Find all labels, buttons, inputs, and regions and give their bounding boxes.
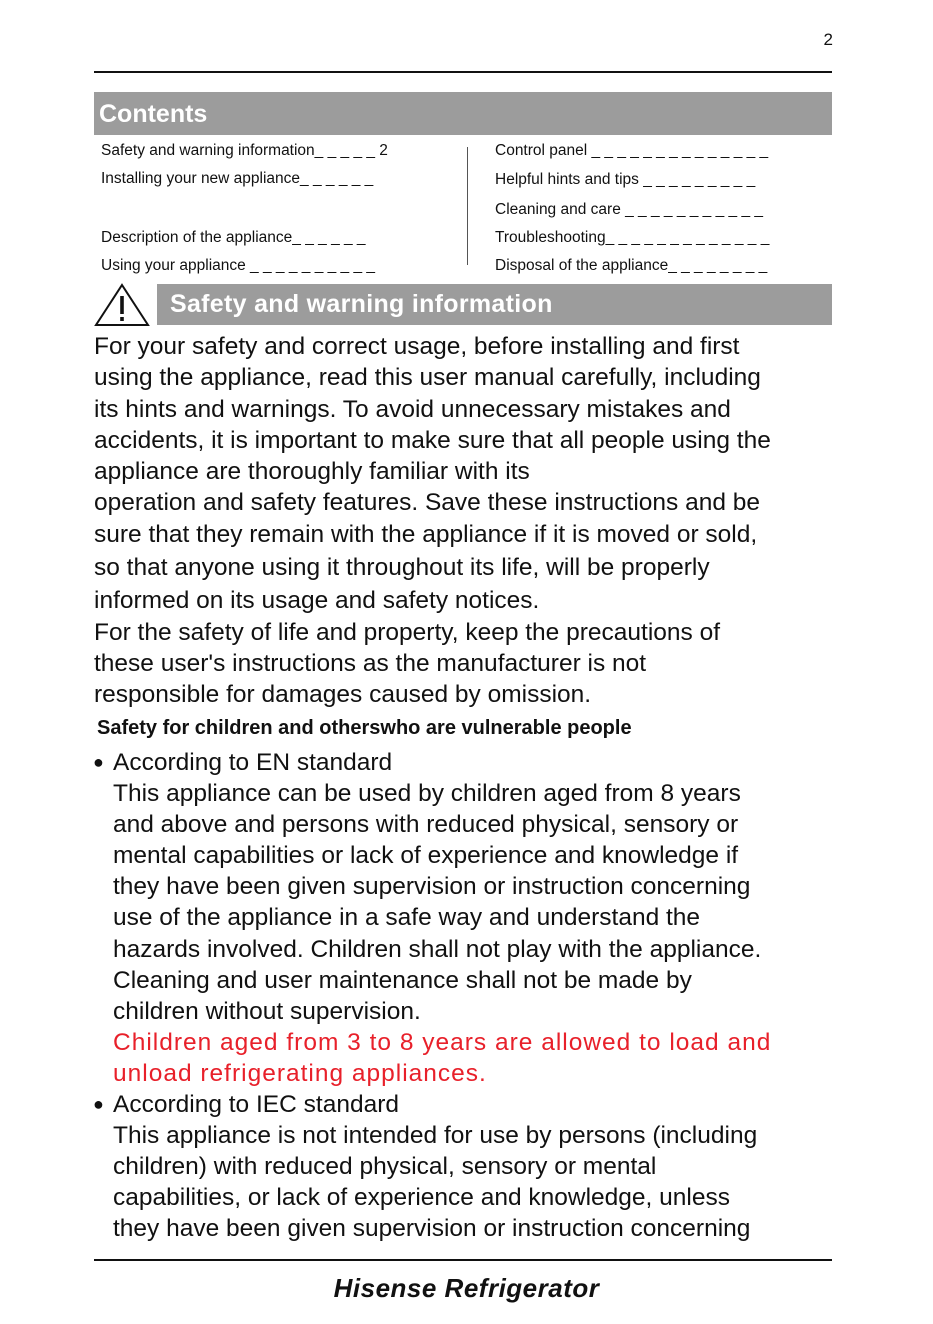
en-standard-heading: According to EN standard xyxy=(113,749,393,776)
safety-intro xyxy=(94,331,839,711)
iec-standard-item xyxy=(90,1089,835,1244)
toc-item-disposal[interactable]: Disposal of the appliance_ _ _ _ _ _ _ _ xyxy=(495,257,768,274)
footer-rule xyxy=(94,1259,832,1261)
iec-line: they have been given supervision or instruction concerning xyxy=(113,1215,751,1243)
standards-list xyxy=(90,747,835,1245)
en-line: they have been given supervision or instruction concerning xyxy=(113,873,751,901)
en-line: This appliance can be used by children aged from 8 years xyxy=(113,780,741,808)
en-standard-item xyxy=(90,747,835,1089)
toc-divider xyxy=(467,147,468,265)
intro-line: its hints and warnings. To avoid unnecessary mistakes and xyxy=(94,395,731,423)
en-red-line: Children aged from 3 to 8 years are allowed to load and xyxy=(113,1028,772,1056)
intro-line: operation and safety features. Save these instructions and be xyxy=(94,489,761,517)
toc-item-installing[interactable]: Installing your new appliance_ _ _ _ _ _ xyxy=(101,170,374,187)
contents-header xyxy=(94,92,832,135)
children-safety-subheading: Safety for children and otherswho are vulnerable people xyxy=(97,717,632,739)
toc-item-troubleshooting[interactable]: Troubleshooting_ _ _ _ _ _ _ _ _ _ _ _ _ xyxy=(495,229,770,246)
intro-line: informed on its usage and safety notices. xyxy=(94,587,540,615)
page-number: 2 xyxy=(823,30,833,49)
toc-item-cleaning[interactable]: Cleaning and care _ _ _ _ _ _ _ _ _ _ _ xyxy=(495,201,764,218)
intro-line: so that anyone using it throughout its life, will be properly xyxy=(94,554,710,582)
intro-line: responsible for damages caused by omission. xyxy=(94,681,592,709)
intro-line: sure that they remain with the appliance if it is moved or sold, xyxy=(94,520,758,548)
toc-item-safety[interactable]: Safety and warning information_ _ _ _ _ 2 xyxy=(101,142,388,159)
iec-line: capabilities, or lack of experience and knowledge, unless xyxy=(113,1184,730,1212)
toc-item-helpful-hints[interactable]: Helpful hints and tips _ _ _ _ _ _ _ _ _ xyxy=(495,171,756,188)
contents-title: Contents xyxy=(99,100,208,128)
intro-line: accidents, it is important to make sure that all people using the xyxy=(94,426,771,454)
header-rule xyxy=(94,71,832,73)
bullet-dot-icon: ● xyxy=(93,752,104,772)
intro-line: For the safety of life and property, keep the precautions of xyxy=(94,618,721,646)
intro-line: appliance are thoroughly familiar with its xyxy=(94,458,530,486)
intro-line: using the appliance, read this user manual carefully, including xyxy=(94,364,761,392)
toc-item-control-panel[interactable]: Control panel _ _ _ _ _ _ _ _ _ _ _ _ _ _ xyxy=(495,142,769,159)
warning-triangle-icon xyxy=(94,283,150,327)
intro-line: For your safety and correct usage, before installing and first xyxy=(94,333,740,360)
en-line: Cleaning and user maintenance shall not be made by xyxy=(113,966,692,994)
brand-footer: Hisense Refrigerator xyxy=(333,1273,600,1303)
en-line: children without supervision. xyxy=(113,997,421,1025)
en-line: use of the appliance in a safe way and understand the xyxy=(113,904,701,932)
iec-line: This appliance is not intended for use by persons (including xyxy=(113,1122,758,1150)
en-red-line: unload refrigerating appliances. xyxy=(113,1059,487,1087)
intro-line: these user's instructions as the manufacturer is not xyxy=(94,649,647,677)
en-line: hazards involved. Children shall not play with the appliance. xyxy=(113,935,762,963)
safety-header xyxy=(157,284,832,325)
en-line: and above and persons with reduced physical, sensory or xyxy=(113,811,739,839)
toc-item-description[interactable]: Description of the appliance_ _ _ _ _ _ xyxy=(101,229,366,246)
iec-line: children) with reduced physical, sensory or mental xyxy=(113,1153,657,1181)
iec-standard-heading: According to IEC standard xyxy=(113,1091,399,1119)
bullet-dot-icon: ● xyxy=(93,1094,104,1115)
en-line: mental capabilities or lack of experience and knowledge if xyxy=(113,842,739,870)
safety-title: Safety and warning information xyxy=(170,290,553,318)
toc-item-using[interactable]: Using your appliance _ _ _ _ _ _ _ _ _ _ xyxy=(101,257,376,274)
